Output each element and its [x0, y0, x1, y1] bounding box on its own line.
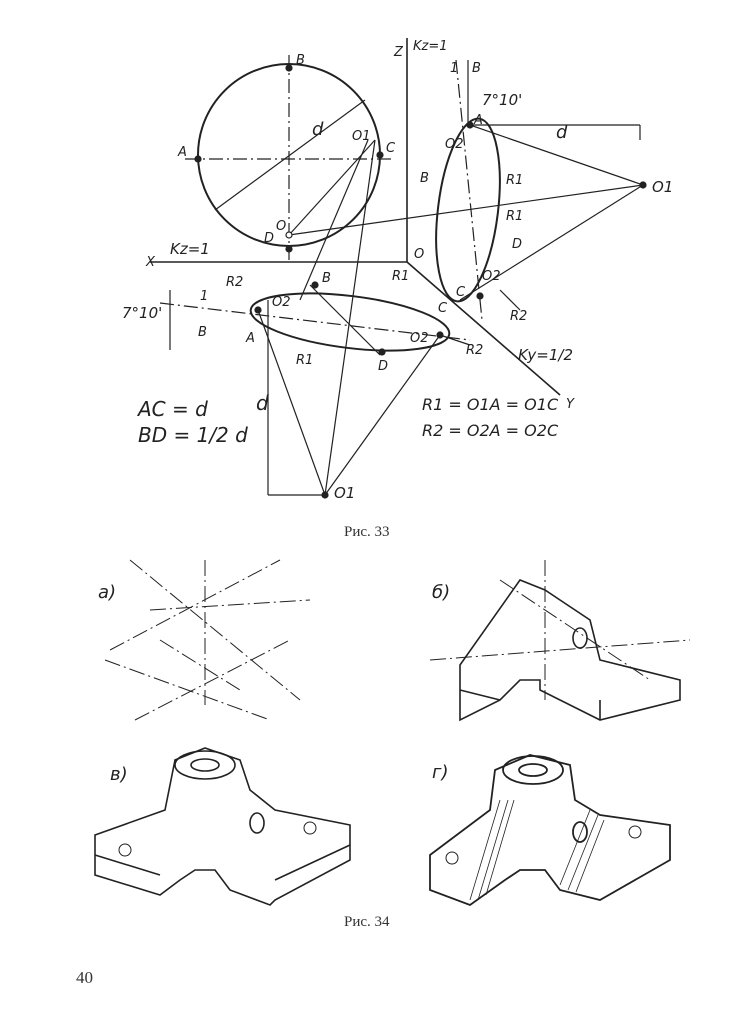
label-R2-bottom-left: R2: [226, 275, 244, 290]
label-Y-axis: Y: [566, 397, 574, 412]
label-R1-right-b: R1: [506, 209, 524, 224]
label-D-circle: D: [264, 231, 275, 246]
panel-b-drawing: [430, 560, 690, 720]
label-O-origin: O: [414, 247, 425, 262]
label-R1-ellipse-low: R1: [296, 353, 314, 368]
label-A-left: A: [178, 145, 187, 160]
label-O-circle: O: [276, 219, 287, 234]
label-R1-right-a: R1: [506, 173, 524, 188]
label-angle-left: 7°10': [122, 304, 163, 322]
page-number: 40: [76, 968, 93, 987]
label-D-ellipse: D: [378, 359, 389, 374]
label-R1-ellipse: R1: [392, 269, 410, 284]
panel-v-label: в): [110, 764, 128, 785]
panel-g-label: г): [432, 762, 449, 783]
label-angle-top: 7°10': [482, 91, 523, 109]
label-Z-axis: Z: [394, 45, 403, 60]
label-Kz-left: Kz=1: [170, 240, 210, 258]
label-d-circle: d: [312, 119, 324, 140]
label-one-left: 1: [200, 289, 209, 304]
label-one-top: 1: [450, 61, 459, 76]
label-C-ellipse: C: [438, 301, 448, 316]
label-R2-ellipse-right: R2: [466, 343, 484, 358]
label-d-right: d: [556, 122, 568, 143]
equation-AC: AC = d: [138, 397, 208, 421]
label-A-right: A: [474, 113, 483, 128]
panel-g-drawing: [430, 755, 670, 905]
label-C-circle: C: [386, 141, 396, 156]
label-O2-right-top: O2: [445, 137, 464, 152]
circle-diameter-d: [215, 100, 365, 210]
label-O1-bottom: O1: [334, 484, 356, 502]
label-O2-right-bot: O2: [482, 269, 501, 284]
figure-34-caption: Рис. 34: [344, 914, 390, 930]
panel-b-label: б): [432, 582, 451, 603]
label-X-axis: X: [146, 255, 155, 270]
equation-R1: R1 = O1A = O1C: [422, 395, 559, 414]
label-O2-ellipse-left: O2: [272, 295, 291, 310]
label-B-ellipse: B: [322, 271, 331, 286]
label-O1-right: O1: [652, 178, 674, 196]
label-d-bottom: d: [256, 391, 269, 415]
panel-a-drawing: [105, 560, 310, 720]
label-B-scale-top: B: [472, 61, 481, 76]
label-B-top: B: [296, 53, 305, 68]
label-O2-ellipse-right: O2: [410, 331, 429, 346]
label-R2-right: R2: [510, 309, 528, 324]
label-B-scale-left: B: [198, 325, 207, 340]
label-Ky: Ky=1/2: [518, 346, 574, 364]
label-O1-circle: O1: [352, 129, 371, 144]
figure-33-caption: Рис. 33: [344, 524, 390, 540]
label-D-right: D: [512, 237, 523, 252]
label-B-right: B: [420, 171, 429, 186]
panel-v-drawing: [95, 748, 350, 905]
label-Kz-top: Kz=1: [413, 39, 448, 54]
panel-a-label: а): [98, 582, 117, 603]
label-A-ellipse: A: [246, 331, 255, 346]
ellipse-right-axis: [456, 60, 482, 320]
label-C-right: C: [456, 285, 466, 300]
equation-R2: R2 = O2A = O2C: [422, 421, 559, 440]
equation-BD: BD = 1/2 d: [138, 423, 248, 447]
